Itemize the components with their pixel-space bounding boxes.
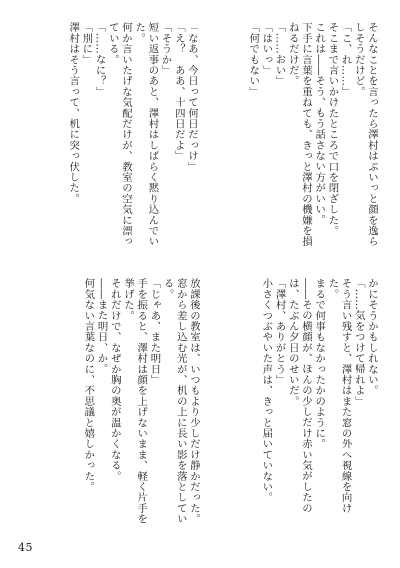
right-top-text-block: そんなことを言ったら澤村はぷいっと顔を逸らしそうだけど。 「こ、れ……」 そこまで言いかけたところで口を閉ざした。 これは――そう、もう話さない方がいい。 下手に言葉を重ねても、きっと澤村の機嫌を損ねるだけだ。 「……おい」 「はいっ」 「何でもない」 xyxy=(247,22,378,247)
left-bottom-text-block: 放課後の教室は、いつもより少しだけ静かだった。 窓から差し込む光が、机の上に長い影を落としている。 「じゃあ、また明日」 手を振ると、澤村は顔を上げないまま、軽く片手を挙げた。 それだけで、なぜか胸の奥が温かくなる。 ――また明日、か。 何気ない言葉なのに、不思議と嬉しかった。 xyxy=(82,278,200,525)
left-top-text-block: 「なあ、今日って何日だっけ」 「え？ ああ、十四日だよ」 「そうか」 短い返事のあと、澤村はしばらく黙り込んでいた。 何か言いたげな気配だけが、教室の空気に漂っている。 「……なに？」 「別に」 澤村はそう言って、机に突っ伏した。 xyxy=(67,22,198,247)
page-number: 45 xyxy=(18,541,33,554)
right-bottom-text-block: かにそうかもしれない。 「……気をつけて帰れよ」 そう言い残すと、澤村はまた窓の外へ視線を向けた。 まるで何事もなかったかのように。 ――その横顔が、ほんの少しだけ赤い気がしたのは、たぶん夕日のせいだ。 「澤村、ありがとう」 小さくつぶやいた声は、きっと届いていない。 xyxy=(260,278,378,514)
